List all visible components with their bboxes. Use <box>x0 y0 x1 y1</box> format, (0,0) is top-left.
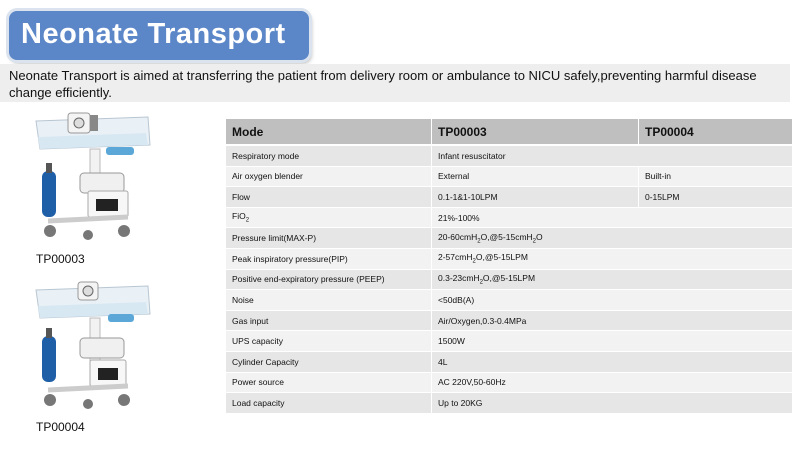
table-row <box>226 331 792 352</box>
row-value-tp00003: External <box>432 166 639 187</box>
row-label: Gas input <box>226 310 432 331</box>
row-value: <50dB(A) <box>432 290 793 311</box>
row-label: Noise <box>226 290 432 311</box>
row-value: 1500W <box>432 331 793 352</box>
row-label: Air oxygen blender <box>226 166 432 187</box>
table-row <box>226 393 792 414</box>
row-label: Respiratory mode <box>226 145 432 166</box>
row-label: Flow <box>226 187 432 208</box>
table-row <box>226 166 792 187</box>
product-image-tp00004 <box>28 278 158 418</box>
row-value: Up to 20KG <box>432 393 793 414</box>
table-row <box>226 290 792 311</box>
table-row <box>226 145 792 166</box>
row-label: Cylinder Capacity <box>226 351 432 372</box>
row-value: AC 220V,50-60Hz <box>432 372 793 393</box>
row-value: 0.3-23cmH$_2$O,@5-15LPM <box>432 269 793 290</box>
caption-tp00004: TP00004 <box>36 420 85 434</box>
table-row <box>226 269 792 290</box>
table-row <box>226 228 792 249</box>
table-body <box>226 145 792 413</box>
caption-tp00003: TP00003 <box>36 252 85 266</box>
product-image-tp00003 <box>28 109 158 249</box>
row-label: Power source <box>226 372 432 393</box>
row-value: 21%-100% <box>432 207 793 228</box>
header-tp00003: TP00003 <box>432 119 639 145</box>
row-label: Load capacity <box>226 393 432 414</box>
table-row <box>226 207 792 228</box>
row-value-tp00004: 0-15LPM <box>639 187 793 208</box>
row-value: Infant resuscitator <box>432 145 793 166</box>
table-row <box>226 248 792 269</box>
row-label: Pressure limit(MAX-P) <box>226 228 432 249</box>
row-value-tp00003: 0.1-1&1-10LPM <box>432 187 639 208</box>
row-value: 20-60cmH$_2$O,@5-15cmH$_2$O <box>432 228 793 249</box>
spec-table <box>226 119 792 414</box>
header-mode: Mode <box>226 119 432 145</box>
row-value-tp00004: Built-in <box>639 166 793 187</box>
table-header-row <box>226 119 792 145</box>
table-row <box>226 187 792 208</box>
title-banner <box>9 11 309 60</box>
row-label: UPS capacity <box>226 331 432 352</box>
intro-text: Neonate Transport is aimed at transferring the patient from delivery room or ambulance to NICU safely,preventing harmful disease change efficiently. <box>0 64 790 102</box>
header-tp00004: TP00004 <box>639 119 793 145</box>
table-row <box>226 351 792 372</box>
row-value: Air/Oxygen,0.3-0.4MPa <box>432 310 793 331</box>
row-label: FiO$_2$ <box>226 207 432 228</box>
row-value: 4L <box>432 351 793 372</box>
page-title: Neonate Transport <box>21 18 286 50</box>
table-row <box>226 372 792 393</box>
table-row <box>226 310 792 331</box>
row-label: Positive end-expiratory pressure (PEEP) <box>226 269 432 290</box>
row-label: Peak inspiratory pressure(PIP) <box>226 248 432 269</box>
row-value: 2-57cmH$_2$O,@5-15LPM <box>432 248 793 269</box>
